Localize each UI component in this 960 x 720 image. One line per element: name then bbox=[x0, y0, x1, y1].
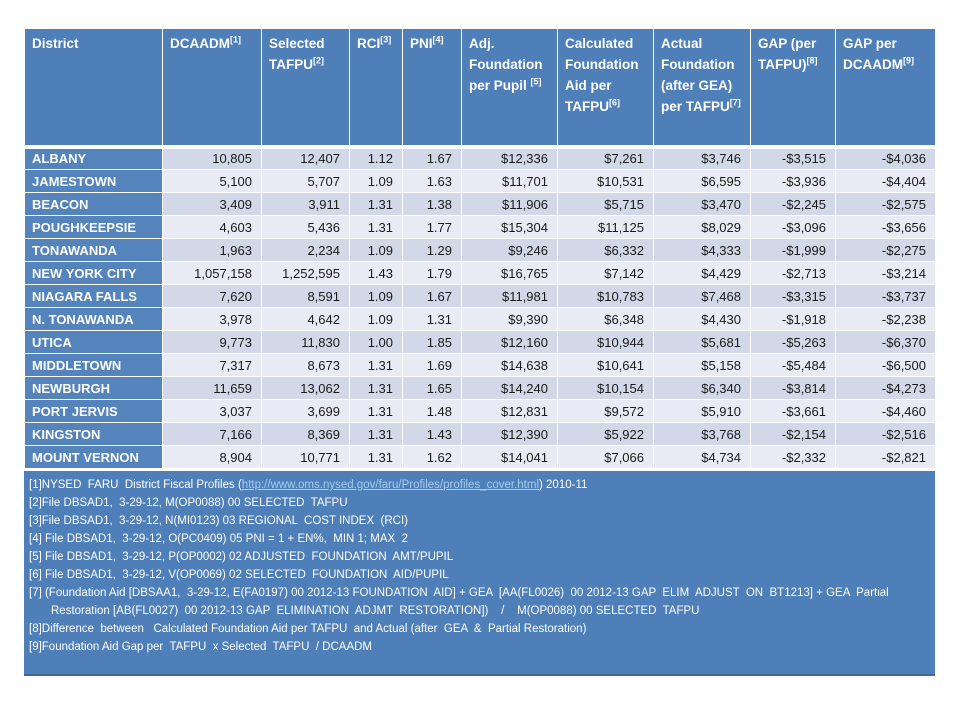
value-cell-selected-tafpu: 8,591 bbox=[262, 285, 350, 308]
value-cell-selected-tafpu: 2,234 bbox=[262, 239, 350, 262]
value-cell-rci: 1.31 bbox=[350, 377, 403, 400]
footnote-line: [9]Foundation Aid Gap per TAFPU x Selected TAFPU / DCAADM bbox=[29, 641, 373, 653]
value-cell-actual-foundation-after-gea-per-tafpu: $3,768 bbox=[654, 423, 751, 446]
value-cell-dcaadm: 10,805 bbox=[163, 147, 262, 170]
value-cell-selected-tafpu: 5,436 bbox=[262, 216, 350, 239]
value-cell-calculated-foundation-aid-per-tafpu: $6,348 bbox=[558, 308, 654, 331]
column-header-gap-per-dcaadm bbox=[836, 29, 936, 147]
value-cell-actual-foundation-after-gea-per-tafpu: $6,340 bbox=[654, 377, 751, 400]
district-cell: JAMESTOWN bbox=[25, 170, 163, 193]
column-header-label: GAP per DCAADM bbox=[843, 36, 903, 72]
value-cell-actual-foundation-after-gea-per-tafpu: $5,910 bbox=[654, 400, 751, 423]
column-header-gap-per-tafpu bbox=[751, 29, 836, 147]
value-cell-gap-per-dcaadm: -$2,575 bbox=[836, 193, 936, 216]
district-cell: PORT JERVIS bbox=[25, 400, 163, 423]
value-cell-gap-per-tafpu: -$1,918 bbox=[751, 308, 836, 331]
value-cell-selected-tafpu: 13,062 bbox=[262, 377, 350, 400]
value-cell-gap-per-dcaadm: -$2,275 bbox=[836, 239, 936, 262]
value-cell-gap-per-tafpu: -$2,245 bbox=[751, 193, 836, 216]
value-cell-calculated-foundation-aid-per-tafpu: $6,332 bbox=[558, 239, 654, 262]
value-cell-actual-foundation-after-gea-per-tafpu: $7,468 bbox=[654, 285, 751, 308]
column-header-label: Actual Foundation (after GEA) per TAFPU bbox=[661, 36, 735, 114]
value-cell-selected-tafpu: 3,911 bbox=[262, 193, 350, 216]
value-cell-actual-foundation-after-gea-per-tafpu: $4,734 bbox=[654, 446, 751, 469]
value-cell-gap-per-tafpu: -$2,154 bbox=[751, 423, 836, 446]
district-cell: BEACON bbox=[25, 193, 163, 216]
table-header bbox=[25, 29, 936, 147]
value-cell-rci: 1.31 bbox=[350, 446, 403, 469]
value-cell-gap-per-dcaadm: -$4,460 bbox=[836, 400, 936, 423]
value-cell-gap-per-dcaadm: -$3,214 bbox=[836, 262, 936, 285]
value-cell-rci: 1.43 bbox=[350, 262, 403, 285]
value-cell-rci: 1.31 bbox=[350, 216, 403, 239]
value-cell-adj-foundation-per-pupil: $15,304 bbox=[462, 216, 558, 239]
value-cell-adj-foundation-per-pupil: $12,831 bbox=[462, 400, 558, 423]
value-cell-gap-per-dcaadm: -$2,238 bbox=[836, 308, 936, 331]
value-cell-calculated-foundation-aid-per-tafpu: $7,066 bbox=[558, 446, 654, 469]
table-row bbox=[25, 308, 936, 331]
footnote-line: [6] File DBSAD1, 3-29-12, V(OP0069) 02 SELECTED FOUNDATION AID/PUPIL bbox=[29, 569, 449, 581]
district-cell: KINGSTON bbox=[25, 423, 163, 446]
footnote-1-suffix: ) 2010-11 bbox=[539, 479, 588, 491]
value-cell-gap-per-dcaadm: -$4,036 bbox=[836, 147, 936, 170]
value-cell-gap-per-tafpu: -$3,661 bbox=[751, 400, 836, 423]
value-cell-rci: 1.31 bbox=[350, 423, 403, 446]
value-cell-pni: 1.85 bbox=[403, 331, 462, 354]
value-cell-gap-per-tafpu: -$3,814 bbox=[751, 377, 836, 400]
value-cell-gap-per-tafpu: -$5,263 bbox=[751, 331, 836, 354]
value-cell-gap-per-dcaadm: -$4,404 bbox=[836, 170, 936, 193]
value-cell-pni: 1.43 bbox=[403, 423, 462, 446]
value-cell-calculated-foundation-aid-per-tafpu: $10,641 bbox=[558, 354, 654, 377]
value-cell-adj-foundation-per-pupil: $11,981 bbox=[462, 285, 558, 308]
value-cell-dcaadm: 7,166 bbox=[163, 423, 262, 446]
column-header-footnote-ref: [1] bbox=[230, 34, 241, 45]
district-cell: MOUNT VERNON bbox=[25, 446, 163, 469]
column-header-label: PNI bbox=[410, 36, 433, 51]
value-cell-selected-tafpu: 11,830 bbox=[262, 331, 350, 354]
column-header-footnote-ref: [4] bbox=[432, 34, 444, 45]
header-row bbox=[25, 29, 936, 147]
column-header-label: RCI bbox=[357, 36, 381, 51]
value-cell-calculated-foundation-aid-per-tafpu: $10,783 bbox=[558, 285, 654, 308]
table-body bbox=[25, 147, 936, 469]
value-cell-pni: 1.77 bbox=[403, 216, 462, 239]
value-cell-rci: 1.31 bbox=[350, 354, 403, 377]
value-cell-selected-tafpu: 12,407 bbox=[262, 147, 350, 170]
district-cell: POUGHKEEPSIE bbox=[25, 216, 163, 239]
value-cell-dcaadm: 5,100 bbox=[163, 170, 262, 193]
value-cell-actual-foundation-after-gea-per-tafpu: $4,430 bbox=[654, 308, 751, 331]
column-header-footnote-ref: [2] bbox=[313, 55, 324, 66]
value-cell-adj-foundation-per-pupil: $16,765 bbox=[462, 262, 558, 285]
value-cell-calculated-foundation-aid-per-tafpu: $10,154 bbox=[558, 377, 654, 400]
value-cell-dcaadm: 3,978 bbox=[163, 308, 262, 331]
value-cell-pni: 1.79 bbox=[403, 262, 462, 285]
district-cell: NEW YORK CITY bbox=[25, 262, 163, 285]
column-header-rci bbox=[350, 29, 403, 147]
table-row bbox=[25, 262, 936, 285]
value-cell-dcaadm: 11,659 bbox=[163, 377, 262, 400]
value-cell-calculated-foundation-aid-per-tafpu: $10,944 bbox=[558, 331, 654, 354]
district-fiscal-table bbox=[24, 28, 936, 469]
column-header-district bbox=[25, 29, 163, 147]
value-cell-pni: 1.63 bbox=[403, 170, 462, 193]
column-header-actual-foundation-after-gea-per-tafpu bbox=[654, 29, 751, 147]
column-header-footnote-ref: [5] bbox=[530, 76, 542, 87]
value-cell-gap-per-dcaadm: -$6,370 bbox=[836, 331, 936, 354]
value-cell-actual-foundation-after-gea-per-tafpu: $3,470 bbox=[654, 193, 751, 216]
value-cell-adj-foundation-per-pupil: $12,160 bbox=[462, 331, 558, 354]
column-header-label: District bbox=[32, 36, 79, 51]
column-header-footnote-ref: [7] bbox=[729, 97, 741, 108]
footnote-line: Restoration [AB(FL0027) 00 2012-13 GAP ELIMINATION ADJMT RESTORATION]) / M(OP0088) 00 SELECTED TAFPU bbox=[51, 605, 700, 617]
value-cell-gap-per-tafpu: -$1,999 bbox=[751, 239, 836, 262]
value-cell-gap-per-dcaadm: -$6,500 bbox=[836, 354, 936, 377]
table-row bbox=[25, 377, 936, 400]
footnote-line: [4] File DBSAD1, 3-29-12, O(PC0409) 05 PNI = 1 + EN%, MIN 1; MAX 2 bbox=[29, 533, 409, 545]
column-header-footnote-ref: [9] bbox=[903, 55, 914, 66]
district-cell: NEWBURGH bbox=[25, 377, 163, 400]
value-cell-rci: 1.09 bbox=[350, 239, 403, 262]
profiles-cover-link[interactable]: http://www.oms.nysed.gov/faru/Profiles/profiles_cover.html bbox=[241, 479, 540, 491]
table-row bbox=[25, 446, 936, 469]
value-cell-dcaadm: 1,057,158 bbox=[163, 262, 262, 285]
value-cell-pni: 1.67 bbox=[403, 147, 462, 170]
footnote-line: [8]Difference between Calculated Foundation Aid per TAFPU and Actual (after GEA & Partial Restoration) bbox=[29, 623, 587, 635]
value-cell-dcaadm: 7,317 bbox=[163, 354, 262, 377]
table-wrapper bbox=[24, 28, 935, 676]
column-header-label: Selected TAFPU bbox=[269, 36, 325, 72]
district-cell: ALBANY bbox=[25, 147, 163, 170]
value-cell-gap-per-tafpu: -$2,713 bbox=[751, 262, 836, 285]
district-cell: TONAWANDA bbox=[25, 239, 163, 262]
table-row bbox=[25, 193, 936, 216]
value-cell-dcaadm: 7,620 bbox=[163, 285, 262, 308]
table-row bbox=[25, 170, 936, 193]
value-cell-adj-foundation-per-pupil: $12,390 bbox=[462, 423, 558, 446]
column-header-footnote-ref: [8] bbox=[806, 55, 818, 66]
value-cell-adj-foundation-per-pupil: $14,240 bbox=[462, 377, 558, 400]
value-cell-rci: 1.09 bbox=[350, 285, 403, 308]
footnote-line: [2]File DBSAD1, 3-29-12, M(OP0088) 00 SELECTED TAFPU bbox=[29, 497, 348, 509]
value-cell-pni: 1.38 bbox=[403, 193, 462, 216]
value-cell-rci: 1.31 bbox=[350, 400, 403, 423]
column-header-adj-foundation-per-pupil bbox=[462, 29, 558, 147]
value-cell-gap-per-tafpu: -$3,096 bbox=[751, 216, 836, 239]
table-row bbox=[25, 423, 936, 446]
district-cell: MIDDLETOWN bbox=[25, 354, 163, 377]
footnote-line: [5] File DBSAD1, 3-29-12, P(OP0002) 02 ADJUSTED FOUNDATION AMT/PUPIL bbox=[29, 551, 454, 563]
footnote-1-prefix: [1]NYSED FARU District Fiscal Profiles ( bbox=[29, 479, 242, 491]
value-cell-adj-foundation-per-pupil: $12,336 bbox=[462, 147, 558, 170]
value-cell-calculated-foundation-aid-per-tafpu: $10,531 bbox=[558, 170, 654, 193]
column-header-label: Adj. Foundation per Pupil bbox=[469, 36, 543, 93]
column-header-pni bbox=[403, 29, 462, 147]
table-row bbox=[25, 285, 936, 308]
value-cell-gap-per-dcaadm: -$3,737 bbox=[836, 285, 936, 308]
value-cell-gap-per-tafpu: -$2,332 bbox=[751, 446, 836, 469]
value-cell-pni: 1.67 bbox=[403, 285, 462, 308]
value-cell-rci: 1.09 bbox=[350, 170, 403, 193]
table-row bbox=[25, 400, 936, 423]
value-cell-actual-foundation-after-gea-per-tafpu: $6,595 bbox=[654, 170, 751, 193]
value-cell-gap-per-tafpu: -$3,515 bbox=[751, 147, 836, 170]
value-cell-dcaadm: 1,963 bbox=[163, 239, 262, 262]
value-cell-dcaadm: 4,603 bbox=[163, 216, 262, 239]
column-header-footnote-ref: [6] bbox=[609, 97, 620, 108]
footnote-line-1 bbox=[29, 476, 927, 494]
value-cell-pni: 1.69 bbox=[403, 354, 462, 377]
value-cell-pni: 1.48 bbox=[403, 400, 462, 423]
value-cell-selected-tafpu: 8,369 bbox=[262, 423, 350, 446]
value-cell-adj-foundation-per-pupil: $14,041 bbox=[462, 446, 558, 469]
value-cell-rci: 1.31 bbox=[350, 193, 403, 216]
column-header-calculated-foundation-aid-per-tafpu bbox=[558, 29, 654, 147]
value-cell-pni: 1.65 bbox=[403, 377, 462, 400]
table-row bbox=[25, 239, 936, 262]
district-cell: UTICA bbox=[25, 331, 163, 354]
value-cell-pni: 1.31 bbox=[403, 308, 462, 331]
value-cell-gap-per-tafpu: -$3,936 bbox=[751, 170, 836, 193]
column-header-dcaadm bbox=[163, 29, 262, 147]
column-header-selected-tafpu bbox=[262, 29, 350, 147]
table-row bbox=[25, 331, 936, 354]
value-cell-actual-foundation-after-gea-per-tafpu: $5,681 bbox=[654, 331, 751, 354]
footnote-line: [7] (Foundation Aid [DBSAA1, 3-29-12, E(FA0197) 00 2012-13 FOUNDATION AID] + GEA [AA(FL0026) 00 2012-13 GAP ELIM ADJUST ON BT1213] + GEA Partial bbox=[29, 587, 889, 599]
district-cell: N. TONAWANDA bbox=[25, 308, 163, 331]
value-cell-calculated-foundation-aid-per-tafpu: $11,125 bbox=[558, 216, 654, 239]
value-cell-actual-foundation-after-gea-per-tafpu: $5,158 bbox=[654, 354, 751, 377]
table-row bbox=[25, 216, 936, 239]
value-cell-adj-foundation-per-pupil: $11,906 bbox=[462, 193, 558, 216]
value-cell-calculated-foundation-aid-per-tafpu: $7,142 bbox=[558, 262, 654, 285]
value-cell-adj-foundation-per-pupil: $9,246 bbox=[462, 239, 558, 262]
value-cell-selected-tafpu: 1,252,595 bbox=[262, 262, 350, 285]
column-header-label: GAP (per TAFPU) bbox=[758, 36, 817, 72]
value-cell-gap-per-dcaadm: -$2,516 bbox=[836, 423, 936, 446]
value-cell-dcaadm: 3,037 bbox=[163, 400, 262, 423]
value-cell-adj-foundation-per-pupil: $11,701 bbox=[462, 170, 558, 193]
value-cell-dcaadm: 9,773 bbox=[163, 331, 262, 354]
value-cell-selected-tafpu: 3,699 bbox=[262, 400, 350, 423]
value-cell-selected-tafpu: 8,673 bbox=[262, 354, 350, 377]
district-cell: NIAGARA FALLS bbox=[25, 285, 163, 308]
value-cell-actual-foundation-after-gea-per-tafpu: $4,333 bbox=[654, 239, 751, 262]
value-cell-rci: 1.12 bbox=[350, 147, 403, 170]
value-cell-selected-tafpu: 5,707 bbox=[262, 170, 350, 193]
column-header-label: Calculated Foundation Aid per TAFPU bbox=[565, 36, 639, 114]
value-cell-rci: 1.00 bbox=[350, 331, 403, 354]
column-header-footnote-ref: [3] bbox=[380, 34, 392, 45]
value-cell-actual-foundation-after-gea-per-tafpu: $8,029 bbox=[654, 216, 751, 239]
value-cell-adj-foundation-per-pupil: $14,638 bbox=[462, 354, 558, 377]
footnotes-panel bbox=[24, 471, 935, 676]
table-row bbox=[25, 354, 936, 377]
value-cell-gap-per-tafpu: -$5,484 bbox=[751, 354, 836, 377]
value-cell-dcaadm: 8,904 bbox=[163, 446, 262, 469]
value-cell-rci: 1.09 bbox=[350, 308, 403, 331]
column-header-label: DCAADM bbox=[170, 36, 230, 51]
footnote-line: [3]File DBSAD1, 3-29-12, N(MI0123) 03 REGIONAL COST INDEX (RCI) bbox=[29, 515, 408, 527]
value-cell-actual-foundation-after-gea-per-tafpu: $4,429 bbox=[654, 262, 751, 285]
value-cell-selected-tafpu: 4,642 bbox=[262, 308, 350, 331]
value-cell-gap-per-dcaadm: -$3,656 bbox=[836, 216, 936, 239]
value-cell-gap-per-dcaadm: -$4,273 bbox=[836, 377, 936, 400]
value-cell-calculated-foundation-aid-per-tafpu: $5,922 bbox=[558, 423, 654, 446]
value-cell-actual-foundation-after-gea-per-tafpu: $3,746 bbox=[654, 147, 751, 170]
table-row bbox=[25, 147, 936, 170]
value-cell-calculated-foundation-aid-per-tafpu: $5,715 bbox=[558, 193, 654, 216]
value-cell-dcaadm: 3,409 bbox=[163, 193, 262, 216]
value-cell-pni: 1.62 bbox=[403, 446, 462, 469]
value-cell-selected-tafpu: 10,771 bbox=[262, 446, 350, 469]
value-cell-adj-foundation-per-pupil: $9,390 bbox=[462, 308, 558, 331]
value-cell-calculated-foundation-aid-per-tafpu: $9,572 bbox=[558, 400, 654, 423]
value-cell-pni: 1.29 bbox=[403, 239, 462, 262]
value-cell-calculated-foundation-aid-per-tafpu: $7,261 bbox=[558, 147, 654, 170]
value-cell-gap-per-dcaadm: -$2,821 bbox=[836, 446, 936, 469]
value-cell-gap-per-tafpu: -$3,315 bbox=[751, 285, 836, 308]
